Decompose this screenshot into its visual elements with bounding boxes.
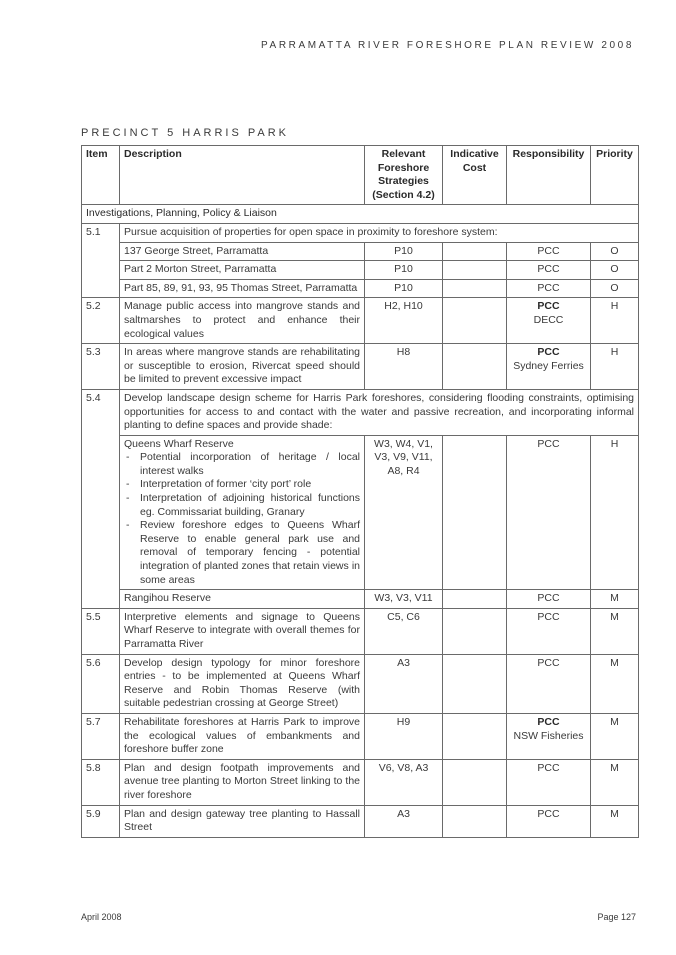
row-cost <box>443 435 507 590</box>
column-header-description: Description <box>120 146 365 205</box>
row-cost <box>443 608 507 654</box>
row-cost <box>443 344 507 390</box>
responsibility-primary: PCC <box>537 300 560 313</box>
table-subrow <box>82 261 639 280</box>
item-number: 5.4 <box>82 389 120 608</box>
table-row <box>82 713 639 759</box>
row-description: Part 85, 89, 91, 93, 95 Thomas Street, Parramatta <box>120 279 365 298</box>
row-strategies: P10 <box>365 242 443 261</box>
row-strategies: W3, W4, V1, V3, V9, V11, A8, R4 <box>365 435 443 590</box>
row-description: Rangihou Reserve <box>120 590 365 609</box>
bullet-item: - Potential incorporation of heritage / local interest walks <box>124 451 360 478</box>
item-number: 5.9 <box>82 805 120 837</box>
section-heading: Investigations, Planning, Policy & Liaison <box>82 205 639 224</box>
row-responsibility: PCC <box>507 608 591 654</box>
row-cost <box>443 713 507 759</box>
row-responsibility <box>507 298 591 344</box>
row-priority: M <box>591 590 639 609</box>
row-priority: O <box>591 279 639 298</box>
row-strategies: V6, V8, A3 <box>365 759 443 805</box>
table-subrow <box>82 435 639 590</box>
item-number: 5.5 <box>82 608 120 654</box>
row-strategies: P10 <box>365 279 443 298</box>
row-strategies: C5, C6 <box>365 608 443 654</box>
action-plan-table <box>81 145 639 838</box>
row-responsibility: PCC <box>507 242 591 261</box>
row-responsibility: PCC <box>507 279 591 298</box>
table-row <box>82 298 639 344</box>
row-priority: M <box>591 713 639 759</box>
row-description: Develop landscape design scheme for Harris Park foreshores, considering flooding constraints, optimising opportunities for access to and contact with the water and passive recreation, and incorporating informal planting to define spaces and provide shade: <box>120 389 639 435</box>
row-strategies: A3 <box>365 654 443 713</box>
column-header-strategies: Relevant Foreshore Strategies (Section 4.2) <box>365 146 443 205</box>
row-description: Plan and design footpath improvements and avenue tree planting to Morton Street linking to the river foreshore <box>120 759 365 805</box>
row-cost <box>443 654 507 713</box>
table-subrow <box>82 590 639 609</box>
item-number: 5.6 <box>82 654 120 713</box>
row-responsibility: PCC <box>507 261 591 280</box>
precinct-title: PRECINCT 5 HARRIS PARK <box>81 127 290 139</box>
row-priority: M <box>591 654 639 713</box>
row-description: In areas where mangrove stands are rehabilitating or susceptible to erosion, Rivercat speed should be limited to prevent excessive impact <box>120 344 365 390</box>
row-priority: H <box>591 435 639 590</box>
row-responsibility: PCC <box>507 759 591 805</box>
row-description: 137 George Street, Parramatta <box>120 242 365 261</box>
row-description: Manage public access into mangrove stands and saltmarshes to protect and enhance their ecological values <box>120 298 365 344</box>
bullet-item: - Interpretation of adjoining historical functions eg. Commissariat building, Granary <box>124 492 360 519</box>
subitem-title: Queens Wharf Reserve <box>124 437 234 450</box>
row-cost <box>443 298 507 344</box>
row-description: Rehabilitate foreshores at Harris Park to improve the ecological values of embankments and foreshore buffer zone <box>120 713 365 759</box>
column-header-cost: Indicative Cost <box>443 146 507 205</box>
row-cost <box>443 805 507 837</box>
row-description <box>120 435 365 590</box>
section-heading-row <box>82 205 639 224</box>
row-priority: H <box>591 298 639 344</box>
footer-date: April 2008 <box>81 912 122 922</box>
item-number: 5.1 <box>82 223 120 297</box>
row-priority: M <box>591 759 639 805</box>
row-priority: O <box>591 242 639 261</box>
row-responsibility: PCC <box>507 654 591 713</box>
row-strategies: H2, H10 <box>365 298 443 344</box>
item-number: 5.3 <box>82 344 120 390</box>
row-description: Pursue acquisition of properties for open space in proximity to foreshore system: <box>120 223 639 242</box>
page-number: Page 127 <box>597 912 636 922</box>
row-responsibility <box>507 344 591 390</box>
row-priority: O <box>591 261 639 280</box>
row-description: Plan and design gateway tree planting to Hassall Street <box>120 805 365 837</box>
table-row <box>82 223 639 242</box>
row-cost <box>443 759 507 805</box>
row-responsibility: PCC <box>507 805 591 837</box>
table-row <box>82 759 639 805</box>
table-subrow <box>82 279 639 298</box>
row-description: Part 2 Morton Street, Parramatta <box>120 261 365 280</box>
row-responsibility: PCC <box>507 435 591 590</box>
row-strategies: H9 <box>365 713 443 759</box>
table-row <box>82 389 639 435</box>
row-cost <box>443 279 507 298</box>
running-header: PARRAMATTA RIVER FORESHORE PLAN REVIEW 2008 <box>261 40 634 51</box>
row-description: Interpretive elements and signage to Queens Wharf Reserve to integrate with overall themes for Parramatta River <box>120 608 365 654</box>
row-responsibility: PCC <box>507 590 591 609</box>
row-strategies: A3 <box>365 805 443 837</box>
responsibility-primary: PCC <box>537 346 560 359</box>
row-description: Develop design typology for minor foreshore entries - to be implemented at Queens Wharf Reserve and Robin Thomas Reserve (with suitable pedestrian crossing at George Street) <box>120 654 365 713</box>
row-responsibility <box>507 713 591 759</box>
responsibility-secondary: Sydney Ferries <box>513 359 584 372</box>
column-header-responsibility: Responsibility <box>507 146 591 205</box>
column-header-item: Item <box>82 146 120 205</box>
bullet-item: - Interpretation of former ‘city port’ role <box>124 478 360 492</box>
responsibility-secondary: NSW Fisheries <box>513 729 584 742</box>
row-priority: M <box>591 805 639 837</box>
row-strategies: W3, V3, V11 <box>365 590 443 609</box>
column-header-priority: Priority <box>591 146 639 205</box>
item-number: 5.2 <box>82 298 120 344</box>
bullet-item: - Review foreshore edges to Queens Wharf Reserve to enable general park use and removal of temporary fencing - potential integration of planted zones that retain views in some areas <box>124 519 360 587</box>
responsibility-secondary: DECC <box>533 313 564 326</box>
row-priority: H <box>591 344 639 390</box>
row-strategies: P10 <box>365 261 443 280</box>
item-number: 5.7 <box>82 713 120 759</box>
table-header-row <box>82 146 639 205</box>
row-cost <box>443 242 507 261</box>
table-subrow <box>82 242 639 261</box>
bullet-list <box>124 451 360 587</box>
responsibility-primary: PCC <box>537 715 560 728</box>
table-row <box>82 608 639 654</box>
table-row <box>82 654 639 713</box>
row-priority: M <box>591 608 639 654</box>
table-row <box>82 805 639 837</box>
row-strategies: H8 <box>365 344 443 390</box>
table-row <box>82 344 639 390</box>
row-cost <box>443 261 507 280</box>
row-cost <box>443 590 507 609</box>
item-number: 5.8 <box>82 759 120 805</box>
